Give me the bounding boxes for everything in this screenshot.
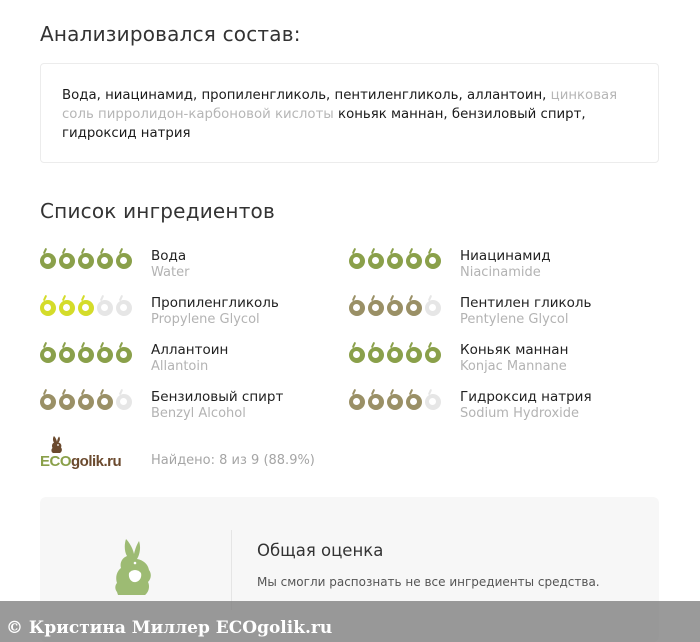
ingredient-latin-name: Propylene Glycol: [151, 312, 260, 327]
logo-eco: ECO: [40, 453, 72, 470]
rating-leaf-icon-filled: [387, 394, 403, 410]
ingredient-name[interactable]: Аллантоин: [151, 342, 229, 358]
ingredient-item[interactable]: [349, 295, 649, 329]
rating-leaf-icon-filled: [349, 347, 365, 363]
composition-item-known: пентиленгликоль: [334, 88, 459, 103]
safety-rating: [349, 253, 441, 269]
rating-leaf-icon-filled: [78, 394, 94, 410]
ingredient-latin-name: Pentylene Glycol: [460, 312, 569, 327]
rating-leaf-icon-filled: [406, 253, 422, 269]
rating-leaf-icon-filled: [349, 253, 365, 269]
rating-leaf-icon-filled: [40, 253, 56, 269]
composition-heading: Анализировался состав:: [40, 22, 301, 46]
rating-leaf-icon-empty: [425, 300, 441, 316]
composition-item-known: бензиловый спирт: [451, 106, 582, 122]
rating-leaf-icon-filled: [368, 347, 384, 363]
rating-leaf-icon-filled: [349, 394, 365, 410]
rating-leaf-icon-empty: [116, 300, 132, 316]
composition-box: [40, 63, 659, 163]
ingredient-latin-name: Niacinamide: [460, 265, 541, 280]
composition-separator: ,: [581, 106, 586, 122]
ingredient-item[interactable]: [40, 389, 340, 423]
ingredient-item[interactable]: [40, 248, 340, 282]
hare-icon: [112, 537, 156, 597]
rating-leaf-icon-filled: [78, 253, 94, 269]
ingredient-item[interactable]: [349, 248, 649, 282]
rating-leaf-icon-filled: [406, 347, 422, 363]
rating-leaf-icon-filled: [97, 394, 113, 410]
found-count: Найдено: 8 из 9 (88.9%): [151, 453, 315, 468]
safety-rating: [40, 347, 132, 363]
composition-item-unknown: цинковая соль пирролидон-карбоновой кислоты: [62, 88, 618, 122]
rating-leaf-icon-filled: [116, 253, 132, 269]
rating-leaf-icon-filled: [78, 347, 94, 363]
ingredient-name[interactable]: Ниацинамид: [460, 248, 551, 264]
rating-leaf-icon-filled: [368, 300, 384, 316]
ingredient-latin-name: Water: [151, 265, 190, 280]
rating-leaf-icon-filled: [368, 394, 384, 410]
rating-leaf-icon-filled: [387, 347, 403, 363]
rating-leaf-icon-filled: [406, 394, 422, 410]
composition-separator: ,: [542, 88, 547, 103]
rating-leaf-icon-empty: [425, 394, 441, 410]
ingredient-item[interactable]: [349, 342, 649, 376]
rating-leaf-icon-filled: [59, 253, 75, 269]
copyright-watermark: © Кристина Миллер ECOgolik.ru: [0, 601, 700, 642]
ingredient-name[interactable]: Бензиловый спирт: [151, 389, 284, 405]
rating-leaf-icon-filled: [116, 347, 132, 363]
ingredient-item[interactable]: [40, 295, 340, 329]
composition-separator: ,: [326, 88, 331, 103]
ingredient-name[interactable]: Коньяк маннан: [460, 342, 569, 358]
rating-leaf-icon-empty: [97, 300, 113, 316]
safety-rating: [349, 347, 441, 363]
rating-leaf-icon-filled: [59, 300, 75, 316]
ingredient-latin-name: Allantoin: [151, 359, 209, 374]
composition-item-known: гидроксид натрия: [62, 125, 191, 141]
ingredient-name[interactable]: Пентилен гликоль: [460, 295, 592, 311]
ingredient-name[interactable]: Гидроксид натрия: [460, 389, 592, 405]
rabbit-icon: [49, 436, 65, 454]
rating-leaf-icon-filled: [78, 300, 94, 316]
card-divider: [231, 530, 232, 610]
rating-leaf-icon-filled: [406, 300, 422, 316]
ingredient-latin-name: Konjac Mannane: [460, 359, 567, 374]
rating-leaf-icon-filled: [387, 300, 403, 316]
safety-rating: [349, 394, 441, 410]
safety-rating: [40, 394, 132, 410]
ingredient-item[interactable]: [40, 342, 340, 376]
rating-leaf-icon-filled: [97, 347, 113, 363]
rating-leaf-icon-filled: [40, 394, 56, 410]
rating-leaf-icon-filled: [425, 253, 441, 269]
ingredient-latin-name: Sodium Hydroxide: [460, 406, 579, 421]
ingredient-item[interactable]: [349, 389, 649, 423]
composition-separator: ,: [192, 88, 198, 103]
rating-leaf-icon-filled: [349, 300, 365, 316]
rating-leaf-icon-empty: [116, 394, 132, 410]
overall-rating-title: Общая оценка: [257, 541, 384, 560]
composition-separator: ,: [443, 106, 448, 122]
rating-leaf-icon-filled: [40, 300, 56, 316]
safety-rating: [40, 253, 132, 269]
composition-item-known: ниацинамид: [105, 88, 193, 103]
composition-separator: ,: [458, 88, 463, 103]
rating-leaf-icon-filled: [368, 253, 384, 269]
composition-separator: ,: [96, 88, 101, 103]
ingredient-latin-name: Benzyl Alcohol: [151, 406, 246, 421]
rating-leaf-icon-filled: [40, 347, 56, 363]
ingredient-name[interactable]: Вода: [151, 248, 187, 264]
rating-leaf-icon-filled: [59, 394, 75, 410]
overall-rating-description: Мы смогли распознать не все ингредиенты средства.: [257, 575, 600, 589]
rating-leaf-icon-filled: [425, 347, 441, 363]
ingredients-heading: Список ингредиентов: [40, 199, 275, 223]
rating-leaf-icon-filled: [59, 347, 75, 363]
composition-item-known: коньяк маннан: [338, 106, 444, 122]
safety-rating: [40, 300, 132, 316]
rating-leaf-icon-filled: [387, 253, 403, 269]
ingredient-name[interactable]: Пропиленгликоль: [151, 295, 279, 311]
safety-rating: [349, 300, 441, 316]
logo-domain: golik.ru: [71, 453, 122, 470]
composition-item-known: Вода: [62, 88, 97, 103]
composition-item-known: пропиленгликоль: [201, 88, 327, 103]
logo-wordmark: [40, 453, 121, 470]
ecogolik-logo[interactable]: [40, 436, 136, 472]
composition-item-known: аллантоин: [466, 88, 543, 103]
rating-leaf-icon-filled: [97, 253, 113, 269]
